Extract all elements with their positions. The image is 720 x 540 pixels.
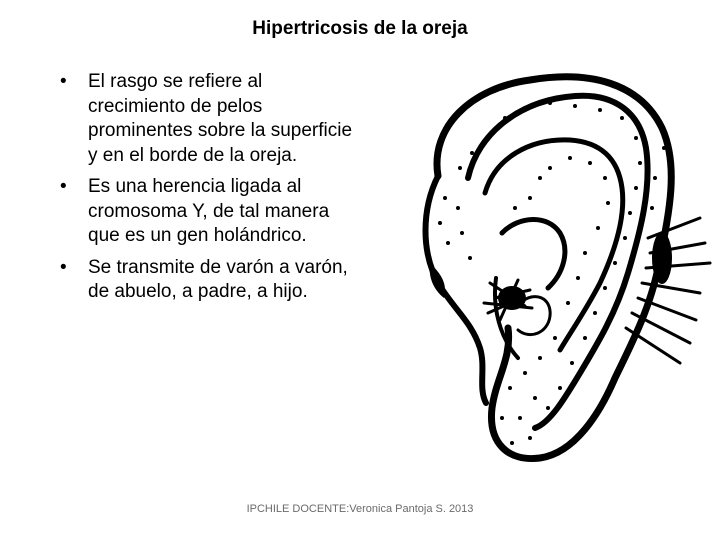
bullet-list (58, 70, 358, 312)
bullet-marker: • (60, 256, 67, 278)
slide-footer: IPCHILE DOCENTE:Veronica Pantoja S. 2013 (246, 503, 474, 515)
bullet-marker: • (60, 71, 67, 92)
bullet-marker: • (60, 176, 67, 197)
bullet-text: Se transmite de varón a varón, de abuelo, a padre, a hijo. (88, 256, 348, 302)
bullet-item (58, 256, 358, 305)
ear-illustration-icon (400, 58, 718, 483)
bullet-text: El rasgo se refiere al crecimiento de pelos prominentes sobre la superficie y en el borde de la oreja. (88, 71, 353, 166)
bullet-item (58, 175, 358, 249)
slide-title: Hipertricosis de la oreja (252, 18, 468, 39)
bullet-text: Es una herencia ligada al cromosoma Y, de tal manera que es un gen holándrico. (88, 176, 330, 246)
bullet-item (58, 70, 358, 168)
